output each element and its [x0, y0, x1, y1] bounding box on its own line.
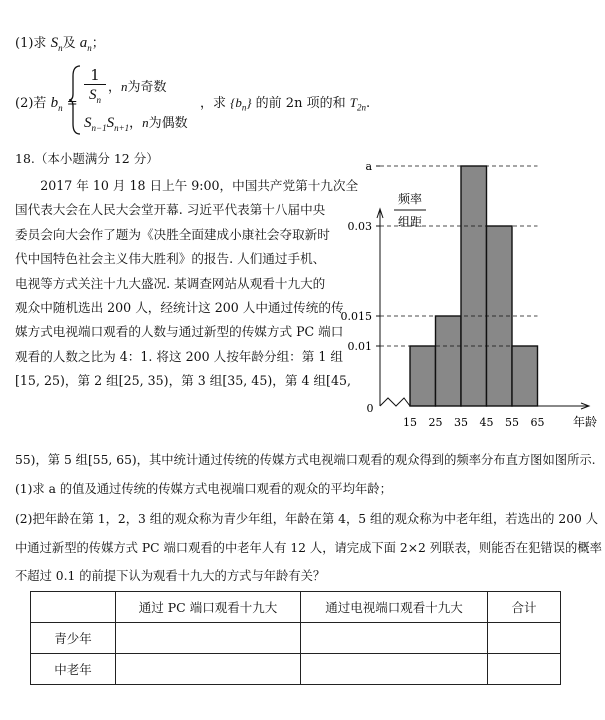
- row-label-youth: 青少年: [31, 623, 116, 654]
- table-header-cell: 通过 PC 端口观看十九大: [116, 592, 301, 623]
- part2-suffix: ，求 $\{b_n\}$ 的前 2n 项的和 $T_{2n}$.: [200, 95, 371, 113]
- y-tick-label: 0.01: [347, 340, 372, 353]
- brace-icon: [68, 64, 82, 136]
- question-18-header: 18.（本小题满分 12 分）: [15, 151, 159, 166]
- histogram-bar: [410, 346, 436, 406]
- paragraph-line: [15, 25)，第 2 组[25, 35)，第 3 组[35, 45)，第 4 组[45,: [15, 373, 351, 389]
- x-tick-label: 15: [403, 416, 417, 429]
- x-tick-label: 55: [505, 416, 519, 429]
- table-row: [31, 623, 561, 654]
- x-axis-label: 年龄: [572, 415, 598, 429]
- histogram-bar: [512, 346, 538, 406]
- histogram-bar: [461, 166, 487, 406]
- table-header-cell: 通过电视端口观看十九大: [301, 592, 488, 623]
- paragraph-line: 观看的人数之比为 4：1. 将这 200 人按年龄分组：第 1 组: [15, 348, 343, 364]
- paragraph-tail: 55)，第 5 组[55, 65)，其中统计通过传统的传媒方式电视端口观看的观众得到的频率分布直方图如图所示.: [15, 453, 596, 467]
- question-2-line: 中通过新型的传媒方式 PC 端口观看的中老年人有 12 人，请完成下面 2×2 列联表，则能否在犯错误的概率: [15, 541, 602, 555]
- table-cell: [301, 623, 488, 654]
- part2-prefix: (2)若 $b_n$ =: [15, 95, 78, 113]
- histogram-bar: [436, 316, 462, 406]
- y-tick-label: 0.015: [340, 310, 372, 323]
- x-tick-label: 25: [428, 416, 443, 429]
- y-tick-label: a: [365, 160, 372, 173]
- table-cell: [488, 654, 561, 685]
- table-cell: [116, 654, 301, 685]
- table-row: [31, 654, 561, 685]
- table-header-cell: 合计: [488, 592, 561, 623]
- table-header-cell: [31, 592, 116, 623]
- table-header-row: [31, 592, 561, 623]
- y-tick-label: 0.03: [347, 220, 372, 233]
- paragraph-line: 委员会向大会作了题为《决胜全面建成小康社会夺取新时: [15, 226, 330, 242]
- paragraph-line: 观众中随机选出 200 人，经统计这 200 人中通过传统的传: [15, 300, 344, 316]
- contingency-table: [30, 591, 561, 685]
- x-tick-label: 65: [530, 416, 545, 429]
- paragraph-line: 代中国特色社会主义伟大胜利》的报告. 人们通过手机、: [15, 251, 326, 267]
- y-axis-label-top: 频率: [397, 192, 423, 206]
- question-1: (1)求 a 的值及通过传统的传媒方式电视端口观看的观众的平均年龄；: [15, 482, 392, 496]
- frequency-histogram: [330, 160, 600, 438]
- table-cell: [488, 623, 561, 654]
- y-axis-label-bottom: 组距: [397, 215, 423, 229]
- table-cell: [116, 623, 301, 654]
- question-2-line: (2)把年龄在第 1，2，3 组的观众称为青少年组，年龄在第 4，5 组的观众称为中老年组，若选出的 200 人: [15, 512, 599, 526]
- row-label-middle-aged: 中老年: [31, 654, 116, 685]
- case2-expression: $S_{n-1}S_{n+1}$，n为偶数: [84, 115, 188, 133]
- x-tick-label: 45: [479, 416, 494, 429]
- paragraph-line: 媒方式电视端口观看的人数与通过新型的传媒方式 PC 端口: [15, 324, 344, 340]
- case1-condition: ，n为奇数: [108, 79, 167, 95]
- origin-label: 0: [366, 402, 374, 415]
- paragraph-line: 国代表大会在人民大会堂开幕. 习近平代表第十八届中央: [15, 202, 326, 218]
- part1-text: (1)求 $S_n$及 $a_n$；: [15, 35, 105, 53]
- case1-fraction: 1 $S_n$: [84, 66, 106, 110]
- x-tick-label: 35: [454, 416, 468, 429]
- table-cell: [301, 654, 488, 685]
- question-2-line: 不超过 0.1 的前提下认为观看十九大的方式与年龄有关？: [15, 569, 326, 583]
- paragraph-line: 电视等方式关注十九大盛况. 某调查网站从观看十九大的: [15, 275, 326, 291]
- paragraph-line: 2017 年 10 月 18 日上午 9:00，中国共产党第十九次全: [15, 178, 359, 193]
